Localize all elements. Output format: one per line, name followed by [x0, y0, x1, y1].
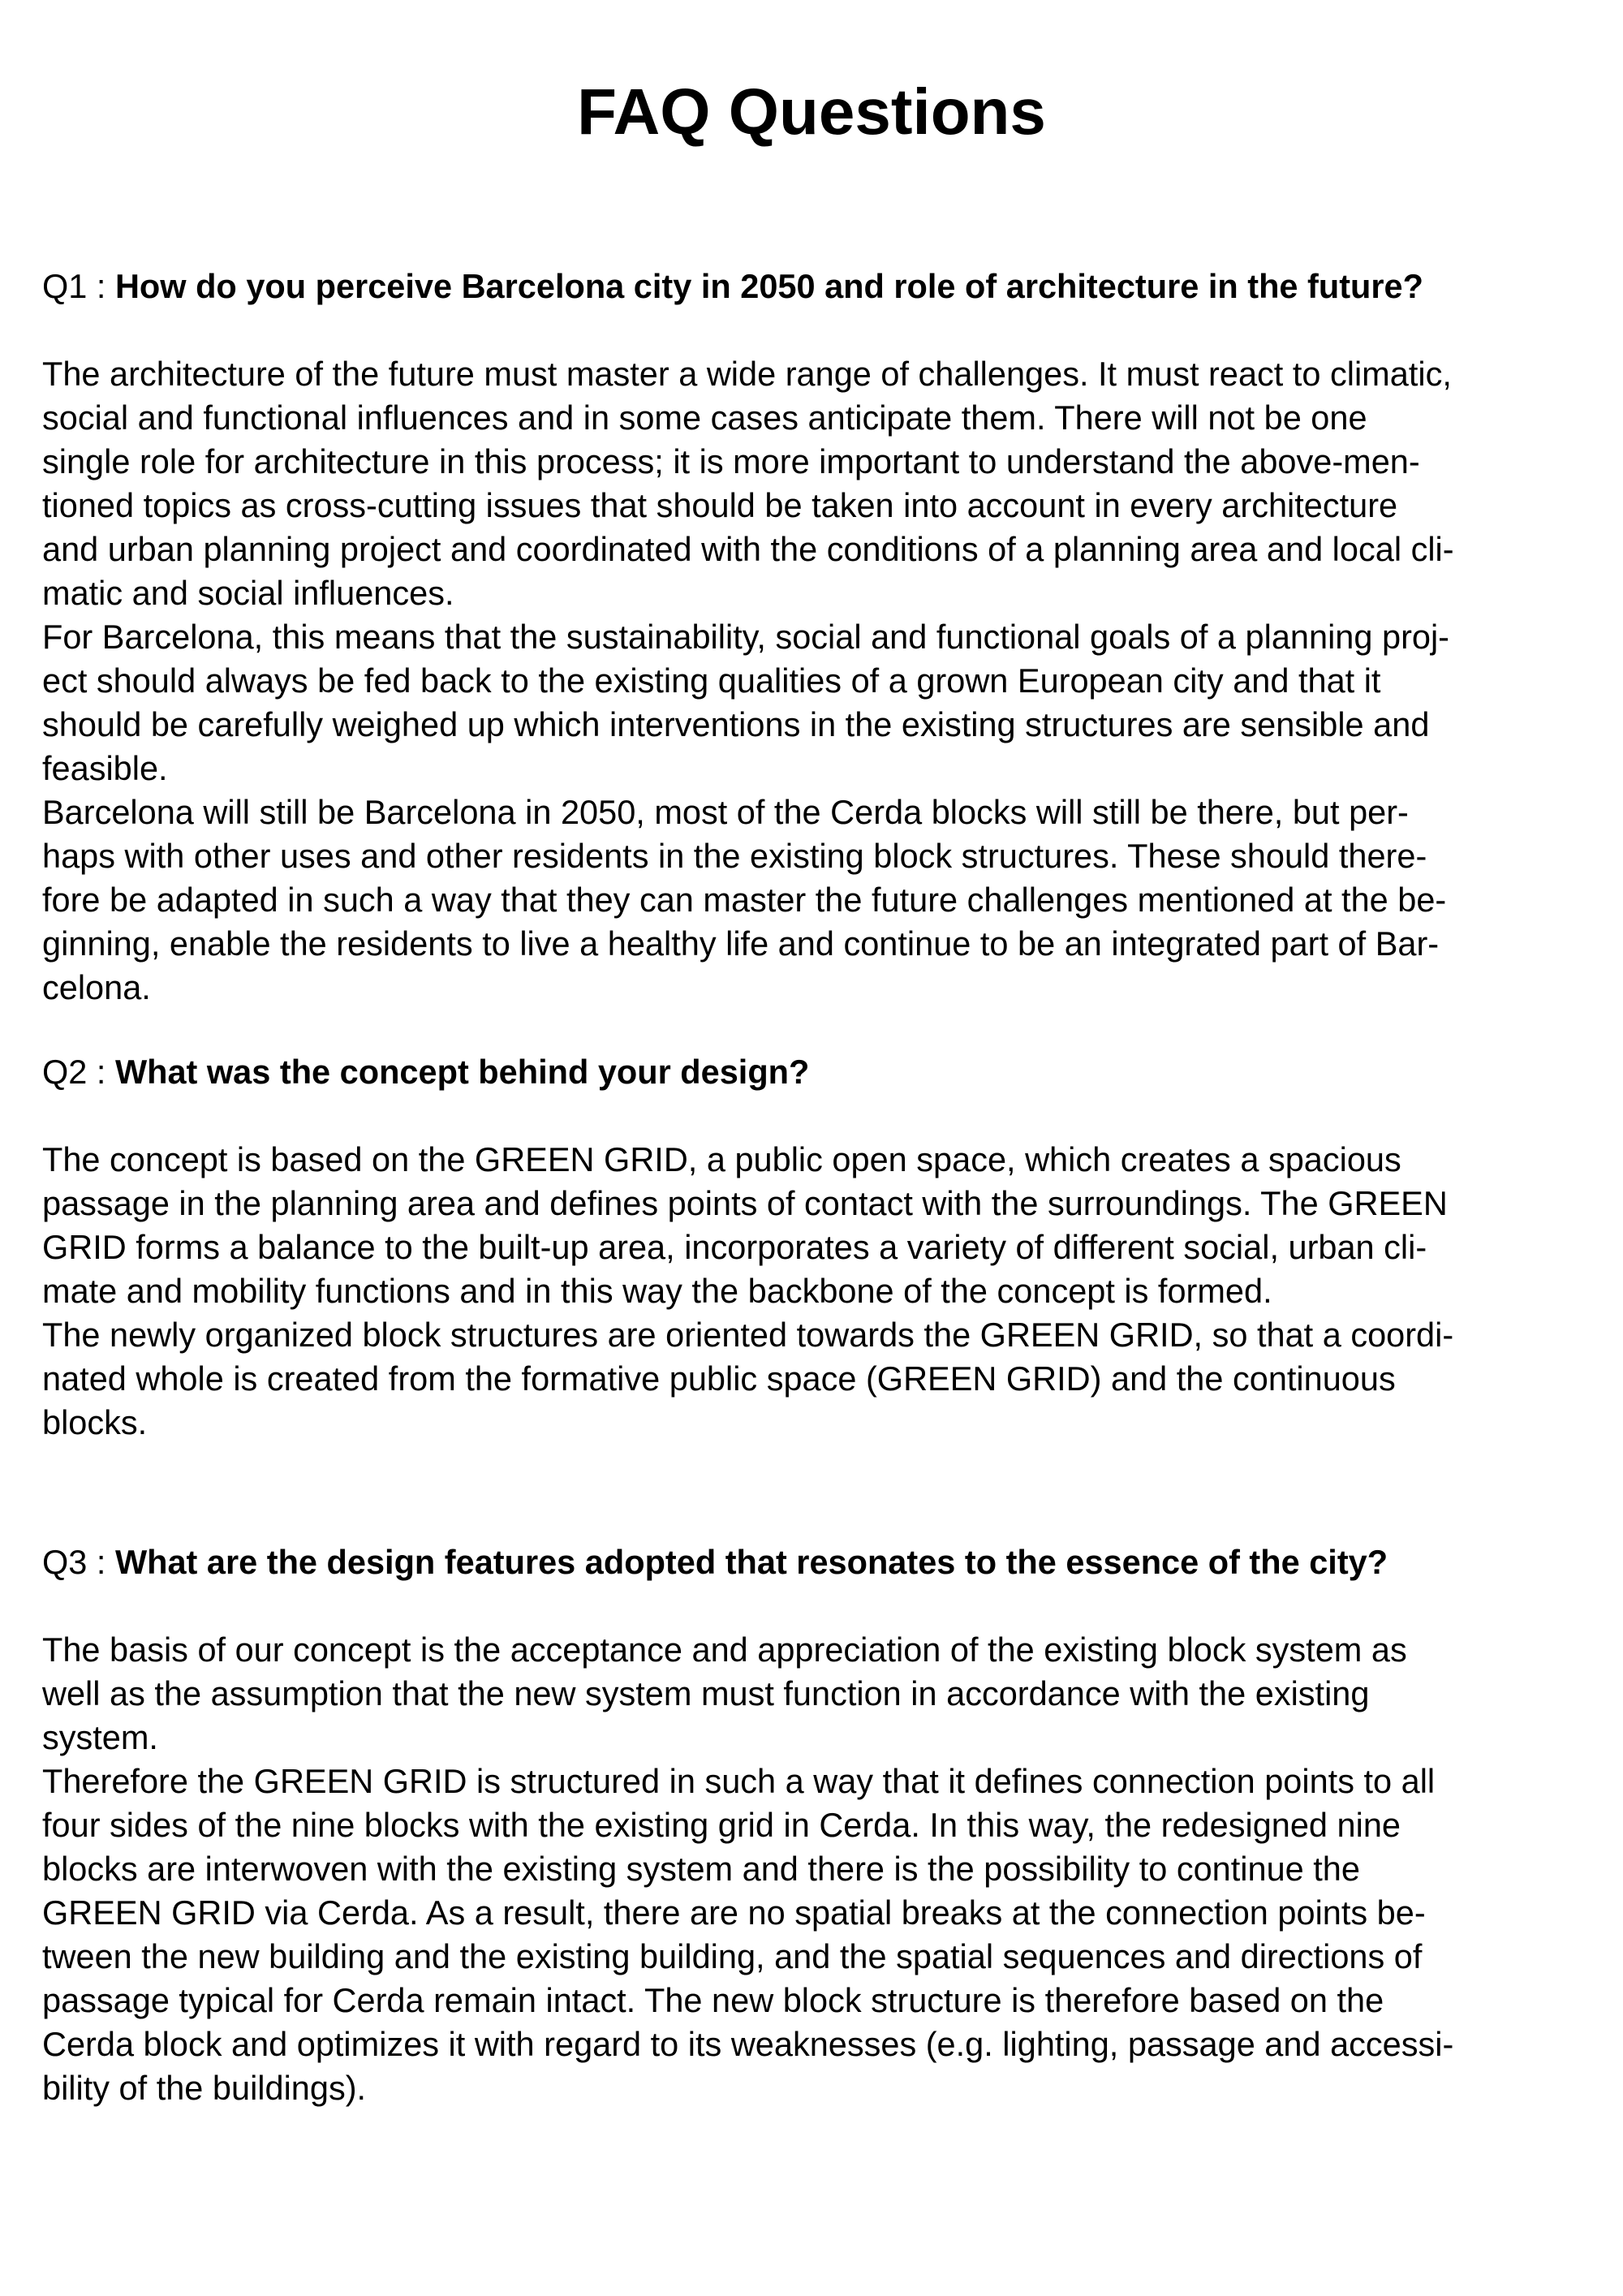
question-heading — [42, 1540, 1584, 1584]
answer-paragraph: The newly organized block structures are oriented towards the GREEN GRID, so that a coordi- nated whole is created from the formative public space (GREEN GRID) and the continuous blocks. — [42, 1316, 1454, 1441]
question-label: Q1 : — [42, 267, 106, 305]
question-text: What are the design features adopted that resonates to the essence of the city? — [114, 1543, 1388, 1581]
page-title: FAQ Questions — [577, 75, 1046, 148]
question-heading — [42, 265, 1584, 308]
faq-item-q1 — [42, 265, 1584, 1010]
answer-body — [42, 352, 1584, 1010]
answer-body — [42, 1628, 1584, 2110]
answer-body — [42, 1138, 1584, 1445]
question-text: What was the concept behind your design? — [114, 1053, 810, 1091]
question-text: How do you perceive Barcelona city in 2050 and role of architecture in the future? — [114, 267, 1423, 305]
answer-paragraph: Therefore the GREEN GRID is structured in such a way that it defines connection points to all four sides of the nine blocks with the existing grid in Cerda. In this way, the redesigned nine blocks are interwoven with the existing system and there is the possibility to continue the GREEN GRID via Cerda. As a result, there are no spatial breaks at the connection points be- tween the new building and the existing building, and the spatial sequences and directions of passage typical for Cerda remain intact. The new block structure is therefore based on the Cerda block and optimizes it with regard to its weaknesses (e.g. lighting, passage and accessi- bility of the buildings). — [42, 1762, 1454, 2107]
answer-paragraph: The architecture of the future must master a wide range of challenges. It must react to climatic, social and functional influences and in some cases anticipate them. There will not be one single role for architecture in this process; it is more important to understand the above-men- tioned topics as cross-cutting issues that should be taken into account in every architecture and urban planning project and coordinated with the conditions of a planning area and local cli- matic and social influences. — [42, 355, 1454, 612]
question-label: Q3 : — [42, 1543, 106, 1581]
answer-paragraph: The concept is based on the GREEN GRID, a public open space, which creates a spacious passage in the planning area and defines points of contact with the surroundings. The GREEN GRID forms a balance to the built-up area, incorporates a variety of different social, urban cli- mate and mobility functions and in this way the backbone of the concept is formed. — [42, 1140, 1448, 1310]
answer-paragraph: For Barcelona, this means that the sustainability, social and functional goals of a planning proj- ect should always be fed back to the existing qualities of a grown European city and that it should be carefully weighed up which interventions in the existing structures are sensible and feasible. — [42, 618, 1450, 787]
answer-paragraph: Barcelona will still be Barcelona in 2050, most of the Cerda blocks will still be there, but per- haps with other uses and other residents in the existing block structures. These should there- fore be adapted in such a way that they can master the future challenges mentioned at the be- ginning, enable the residents to live a healthy life and continue to be an integrated part of Bar- celona. — [42, 793, 1447, 1006]
faq-item-q2 — [42, 1050, 1584, 1445]
faq-item-q3 — [42, 1540, 1584, 2110]
question-heading — [42, 1050, 1584, 1094]
answer-paragraph: The basis of our concept is the acceptance and appreciation of the existing block system as well as the assumption that the new system must function in accordance with the existing system. — [42, 1630, 1407, 1756]
question-label: Q2 : — [42, 1053, 106, 1091]
